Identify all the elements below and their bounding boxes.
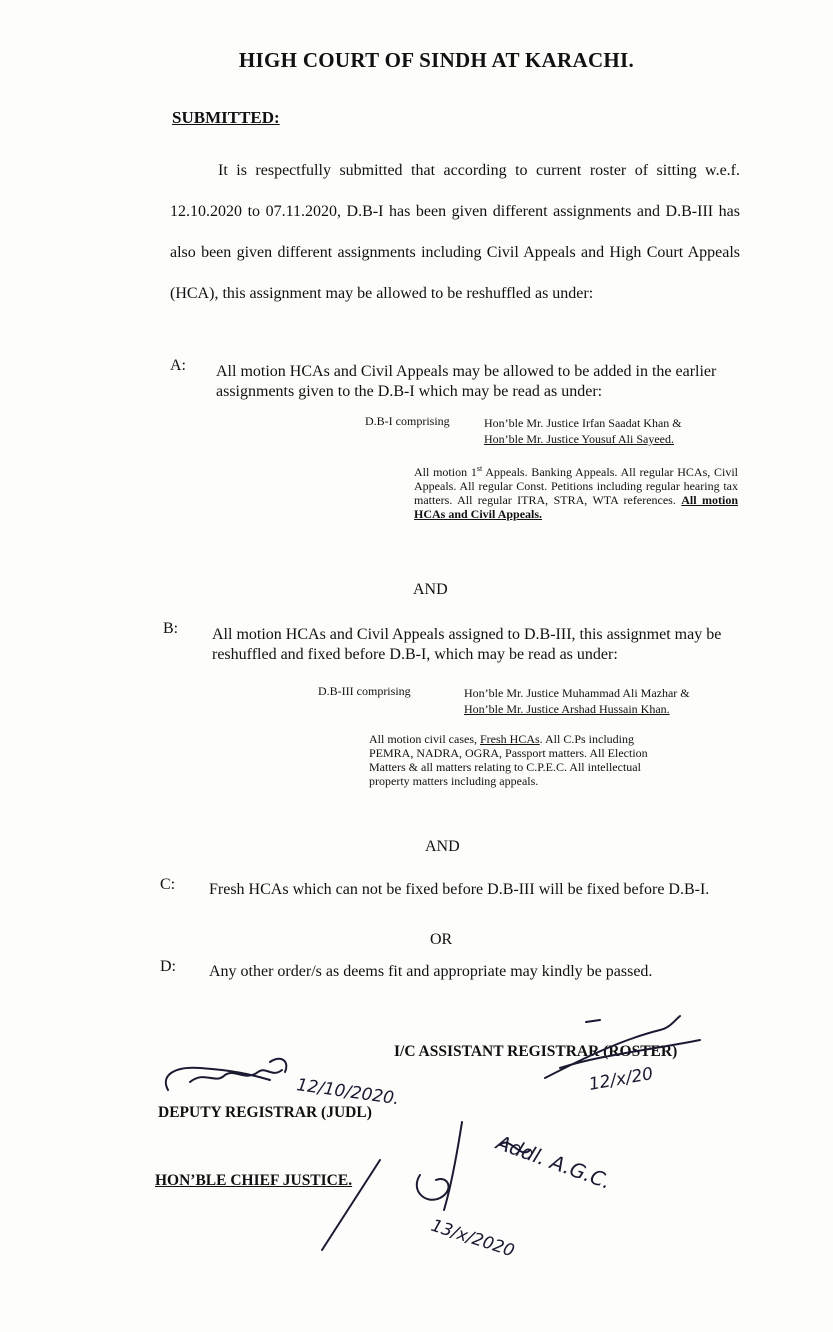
db3-bench-label: D.B-III comprising	[318, 684, 411, 698]
and-separator-2: AND	[425, 838, 460, 855]
db3-judge-2: Hon’ble Mr. Justice Arshad Hussain Khan.	[464, 702, 670, 716]
deputy-date-handwriting: 12/10/2020.	[295, 1075, 401, 1110]
item-b-text: All motion HCAs and Civil Appeals assigned to D.B-III, this assignmet may be reshuffled and fixed before D.B-I, which may be read as under:	[212, 626, 722, 663]
intro-paragraph: It is respectfully submitted that according to current roster of sitting w.e.f. 12.10.2020 to 07.11.2020, D.B-I has been given different assignments and D.B-III has also been given different assignments including Civil Appeals and High Court Appeals (HCA), this assignment may be allowed to be reshuffled as under:	[170, 162, 740, 302]
deputy-registrar-title: DEPUTY REGISTRAR (JUDL)	[158, 1104, 372, 1121]
item-d-label: D:	[160, 958, 176, 975]
handwritten-note: Addl. A.G.C.	[493, 1130, 615, 1194]
item-d-text: Any other order/s as deems fit and appropriate may kindly be passed.	[209, 963, 653, 980]
db3-judge-1: Hon’ble Mr. Justice Muhammad Ali Mazhar &	[464, 686, 690, 700]
item-c-text: Fresh HCAs which can not be fixed before D.B-III will be fixed before D.B-I.	[209, 881, 710, 898]
chief-justice-title: HON’BLE CHIEF JUSTICE.	[155, 1172, 353, 1189]
item-c-label: C:	[160, 876, 176, 893]
item-b-label: B:	[163, 620, 179, 637]
submitted-heading: SUBMITTED:	[172, 108, 280, 127]
db1-judge-2: Hon’ble Mr. Justice Yousuf Ali Sayeed.	[484, 432, 674, 446]
cj-date-handwriting: 13/x/2020	[428, 1215, 517, 1262]
db1-bench-label: D.B-I comprising	[365, 414, 450, 428]
assistant-registrar-title: I/C ASSISTANT REGISTRAR (ROSTER)	[394, 1043, 678, 1060]
db1-judge-1: Hon’ble Mr. Justice Irfan Saadat Khan &	[484, 416, 682, 430]
or-separator: OR	[430, 931, 453, 948]
item-a-label: A:	[170, 357, 186, 374]
assistant-date-handwriting: 12/x/20	[587, 1063, 655, 1095]
db3-assignments: All motion civil cases, Fresh HCAs. All C.Ps including PEMRA, NADRA, OGRA, Passport matters. All Election Matters & all matters relating to C.P.E.C. All intellectual property matters including appeals.	[369, 732, 648, 788]
item-a-text: All motion HCAs and Civil Appeals may be allowed to be added in the earlier assignments given to the D.B-I which may be read as under:	[216, 363, 717, 400]
and-separator-1: AND	[413, 581, 448, 598]
db1-assignments: All motion 1st Appeals. Banking Appeals. All regular HCAs, Civil Appeals. All regular Const. Petitions including regular hearing tax matters. All regular ITRA, STRA, WTA references. All motion HCAs and Civil Appeals.	[414, 464, 738, 521]
court-title: HIGH COURT OF SINDH AT KARACHI.	[238, 48, 635, 72]
